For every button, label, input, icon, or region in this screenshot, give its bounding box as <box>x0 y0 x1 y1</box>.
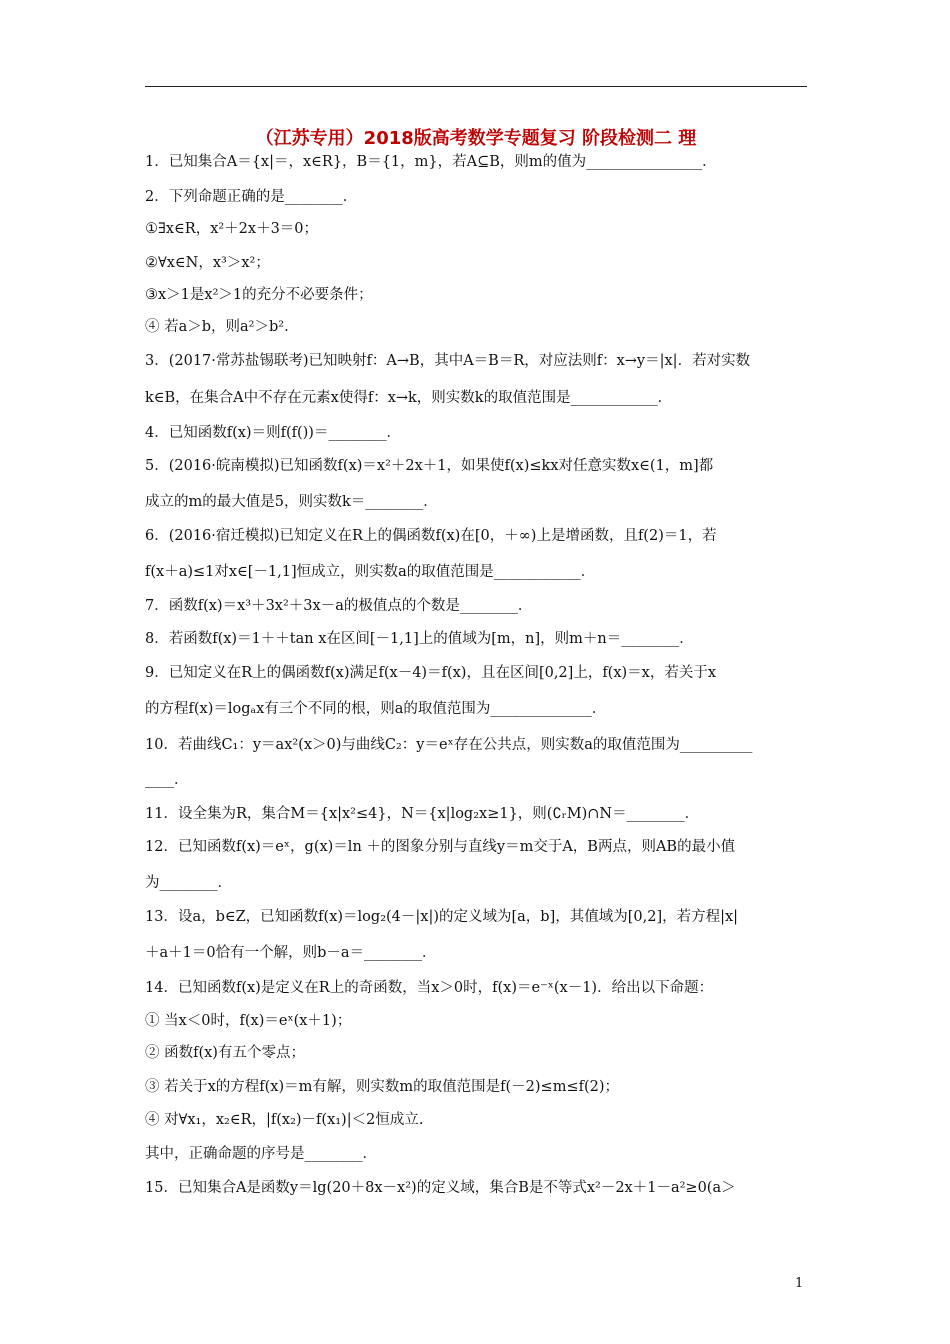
text-line: ③x＞1是x²＞1的充分不必要条件； <box>145 287 373 303</box>
document-title: （江苏专用）2018版高考数学专题复习 阶段检测二 理 <box>255 128 697 149</box>
text-line: 3．(2017·常苏盐锡联考)已知映射f：A→B，其中A＝B＝R，对应法则f：x→y＝|x|．若对实数 <box>145 353 751 369</box>
text-line: 10．若曲线C₁：y＝ax²(x＞0)与曲线C₂：y＝eˣ存在公共点，则实数a的取值范围为__________ <box>145 737 753 753</box>
text-line: 1．已知集合A＝{x|＝，x∈R}，B＝{1，m}，若A⊆B，则m的值为________________． <box>145 154 717 170</box>
text-line: 为________． <box>145 875 232 891</box>
header-rule <box>145 86 807 87</box>
text-line: ____． <box>145 772 189 788</box>
text-line: ＋a＋1＝0恰有一个解，则b－a＝________． <box>145 945 437 961</box>
text-line: 9．已知定义在R上的偶函数f(x)满足f(x－4)＝f(x)，且在区间[0,2]上，f(x)＝x，若关于x <box>145 665 717 681</box>
text-line: 的方程f(x)＝logₐx有三个不同的根，则a的取值范围为______________． <box>145 701 607 717</box>
text-line: 成立的m的最大值是5，则实数k＝________． <box>145 494 438 510</box>
text-line: k∈B，在集合A中不存在元素x使得f：x→k，则实数k的取值范围是____________． <box>145 390 673 406</box>
text-line: ① 当x＜0时，f(x)＝eˣ(x＋1)； <box>145 1013 352 1029</box>
text-line: 6．(2016·宿迁模拟)已知定义在R上的偶函数f(x)在[0，＋∞)上是增函数，且f(2)＝1，若 <box>145 528 717 544</box>
text-line: 15．已知集合A是函数y＝lg(20＋8x－x²)的定义域，集合B是不等式x²－2x＋1－a²≥0(a＞ <box>145 1180 736 1196</box>
text-line: 14．已知函数f(x)是定义在R上的奇函数，当x＞0时，f(x)＝e⁻ˣ(x－1)．给出以下命题： <box>145 980 714 996</box>
text-line: ②∀x∈N，x³＞x²； <box>145 255 270 271</box>
text-line: 4．已知函数f(x)＝则f(f())＝________． <box>145 425 401 441</box>
text-line: 12．已知函数f(x)＝eˣ，g(x)＝ln ＋的图象分别与直线y＝m交于A，B两点，则AB的最小值 <box>145 839 736 855</box>
text-line: 其中，正确命题的序号是________． <box>145 1146 377 1162</box>
text-line: 7．函数f(x)＝x³＋3x²＋3x－a的极值点的个数是________． <box>145 598 533 614</box>
text-line: ④ 若a＞b，则a²＞b². <box>145 319 289 335</box>
text-line: ③ 若关于x的方程f(x)＝m有解，则实数m的取值范围是f(－2)≤m≤f(2)； <box>145 1079 620 1095</box>
text-line: 8．若函数f(x)＝1＋＋tan x在区间[－1,1]上的值域为[m，n]，则m＋n＝________． <box>145 631 694 647</box>
text-line: ④ 对∀x₁，x₂∈R，|f(x₂)－f(x₁)|＜2恒成立. <box>145 1112 424 1128</box>
text-line: 2．下列命题正确的是________． <box>145 189 358 205</box>
text-line: ② 函数f(x)有五个零点； <box>145 1045 305 1061</box>
text-line: 5．(2016·皖南模拟)已知函数f(x)＝x²＋2x＋1，如果使f(x)≤kx对任意实数x∈(1，m]都 <box>145 458 714 474</box>
text-line: f(x＋a)≤1对x∈[－1,1]恒成立，则实数a的取值范围是____________． <box>145 564 596 580</box>
text-line: 11．设全集为R，集合M＝{x|x²≤4}，N＝{x|log₂x≥1}，则(∁ᵣM)∩N＝________． <box>145 806 700 822</box>
text-line: ①∃x∈R，x²＋2x＋3＝0； <box>145 221 319 237</box>
page-number: 1 <box>795 1276 804 1291</box>
text-line: 13．设a，b∈Z，已知函数f(x)＝log₂(4－|x|)的定义域为[a，b]，其值域为[0,2]，若方程|x| <box>145 909 739 925</box>
